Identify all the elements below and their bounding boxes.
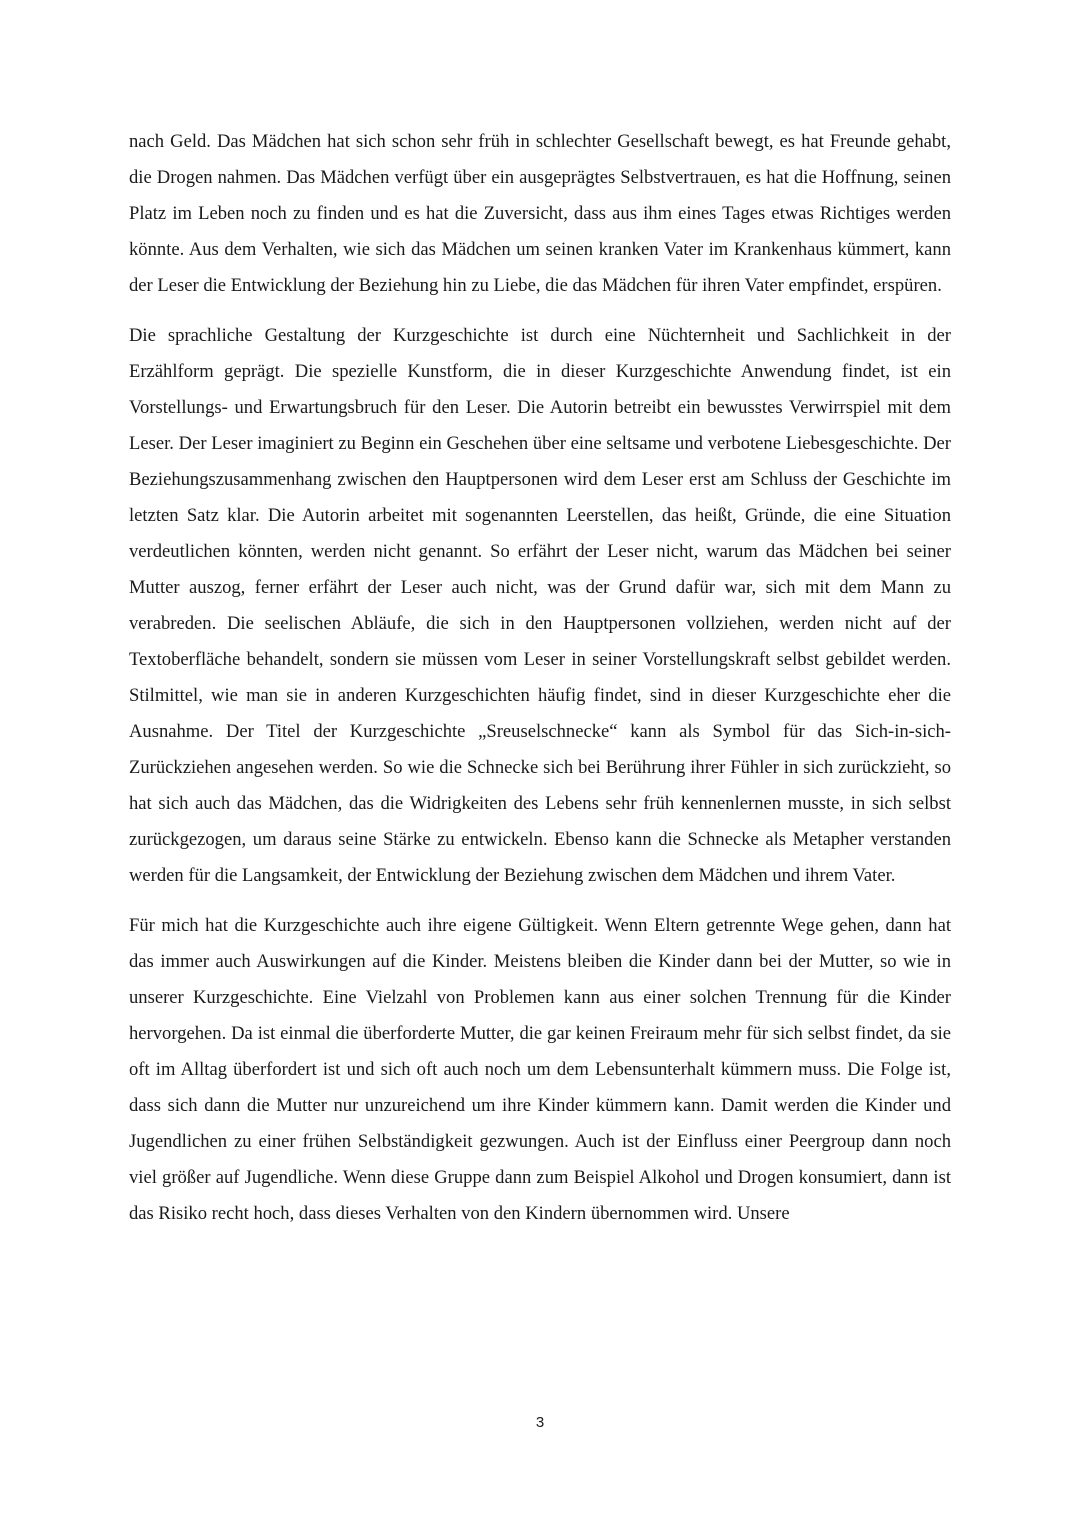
page-number: 3 xyxy=(535,1414,545,1431)
paragraph-character-description: nach Geld. Das Mädchen hat sich schon sehr früh in schlechter Gesellschaft bewegt, es hat Freunde gehabt, die Drogen nahmen. Das Mädchen verfügt über ein ausgeprägtes Selbstvertrauen, es hat die Hoffnung, seinen Platz im Leben noch zu finden und es hat die Zuversicht, dass aus ihm eines Tages etwas Richtiges werden könnte. Aus dem Verhalten, wie sich das Mädchen um seinen kranken Vater im Krankenhaus kümmert, kann der Leser die Entwicklung der Beziehung hin zu Liebe, die das Mädchen für ihren Vater empfindet, erspüren. xyxy=(129,131,951,296)
paragraph-language-analysis: Die sprachliche Gestaltung der Kurzgeschichte ist durch eine Nüchternheit und Sachlichkeit in der Erzählform geprägt. Die spezielle Kunstform, die in dieser Kurzgeschichte Anwendung findet, ist ein Vorstellungs- und Erwartungsbruch für den Leser. Die Autorin betreibt ein bewusstes Verwirrspiel mit dem Leser. Der Leser imaginiert zu Beginn ein Geschehen über eine seltsame und verbotene Liebesgeschichte. Der Beziehungszusammenhang zwischen den Hauptpersonen wird dem Leser erst am Schluss der Geschichte im letzten Satz klar. Die Autorin arbeitet mit sogenannten Leerstellen, das heißt, Gründe, die eine Situation verdeutlichen könnten, werden nicht genannt. So erfährt der Leser nicht, warum das Mädchen bei seiner Mutter auszog, ferner erfährt der Leser auch nicht, was der Grund dafür war, sich mit dem Mann zu verabreden. Die seelischen Abläufe, die sich in den Hauptpersonen vollziehen, werden nicht auf der Textoberfläche behandelt, sondern sie müssen vom Leser in seiner Vorstellungskraft selbst gebildet werden. Stilmittel, wie man sie in anderen Kurzgeschichten häufig findet, sind in dieser Kurzgeschichte eher die Ausnahme. Der Titel der Kurzgeschichte „Sreuselschnecke“ kann als Symbol für das Sich-in-sich-Zurückziehen angesehen werden. So wie die Schnecke sich bei Berührung ihrer Fühler in sich zurückzieht, so hat sich auch das Mädchen, das die Widrigkeiten des Lebens sehr früh kennenlernen musste, in sich selbst zurückgezogen, um daraus seine Stärke zu entwickeln. Ebenso kann die Schnecke als Metapher verstanden werden für die Langsamkeit, der Entwicklung der Beziehung zwischen dem Mädchen und ihrem Vater. xyxy=(129,325,951,886)
page-body xyxy=(129,124,951,1246)
paragraph-personal-opinion: Für mich hat die Kurzgeschichte auch ihre eigene Gültigkeit. Wenn Eltern getrennte Wege gehen, dann hat das immer auch Auswirkungen auf die Kinder. Meistens bleiben die Kinder dann bei der Mutter, so wie in unserer Kurzgeschichte. Eine Vielzahl von Problemen kann aus einer solchen Trennung für die Kinder hervorgehen. Da ist einmal die überforderte Mutter, die gar keinen Freiraum mehr für sich selbst findet, da sie oft im Alltag überfordert ist und sich oft auch noch um dem Lebensunterhalt kümmern muss. Die Folge ist, dass sich dann die Mutter nur unzureichend um ihre Kinder kümmern kann. Damit werden die Kinder und Jugendlichen zu einer frühen Selbständigkeit gezwungen. Auch ist der Einfluss einer Peergroup dann noch viel größer auf Jugendliche. Wenn diese Gruppe dann zum Beispiel Alkohol und Drogen konsumiert, dann ist das Risiko recht hoch, dass dieses Verhalten von den Kindern übernommen wird. Unsere xyxy=(129,915,951,1224)
